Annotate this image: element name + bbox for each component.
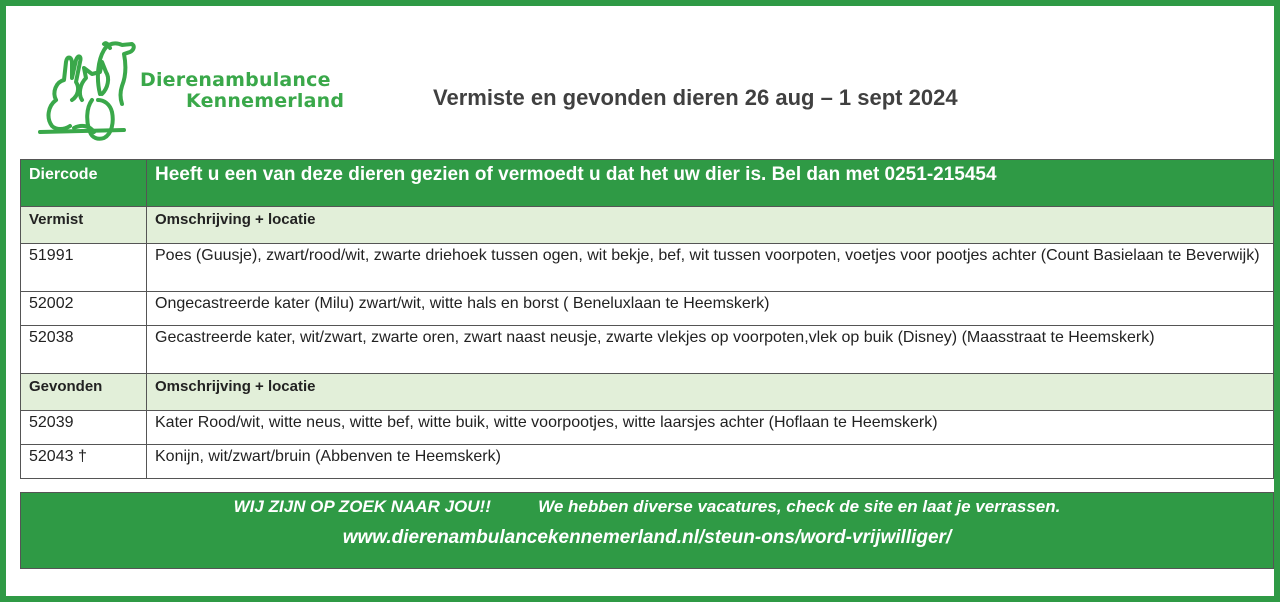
animal-code: 52043 † [21, 445, 147, 479]
table-row [21, 326, 1274, 374]
animal-code: 52039 [21, 411, 147, 445]
animal-code: 52038 [21, 326, 147, 374]
animals-logo-icon [34, 38, 144, 150]
brand-name-line2: Kennemerland [186, 90, 345, 112]
section-row-gevonden [21, 374, 1274, 411]
section-label: Vermist [21, 207, 147, 244]
section-row-vermist [21, 207, 1274, 244]
volunteer-link[interactable]: www.dierenambulancekennemerland.nl/steun-ons/word-vrijwilliger/ [342, 527, 952, 548]
header-text: Heeft u een van deze dieren gezien of vermoedt u dat het uw dier is. Bel dan met 0251-215454 [147, 160, 1274, 207]
brand-name [140, 70, 344, 112]
brand-name-line1: Dierenambulance [140, 69, 331, 91]
recruitment-callout: WIJ ZIJN OP ZOEK NAAR JOU!! [233, 497, 491, 516]
animal-description: Konijn, wit/zwart/bruin (Abbenven te Heemskerk) [147, 445, 1274, 479]
vacancies-text: We hebben diverse vacatures, check de site en laat je verrassen. [538, 497, 1061, 516]
animal-description: Gecastreerde kater, wit/zwart, zwarte oren, zwart naast neusje, zwarte vlekjes op voorpoten,vlek op buik (Disney) (Maasstraat te Heemskerk) [147, 326, 1274, 374]
animal-code: 51991 [21, 244, 147, 292]
animal-code: 52002 [21, 292, 147, 326]
section-label: Gevonden [21, 374, 147, 411]
animal-description: Ongecastreerde kater (Milu) zwart/wit, witte hals en borst ( Beneluxlaan te Heemskerk) [147, 292, 1274, 326]
section-column-label: Omschrijving + locatie [147, 207, 1274, 244]
recruitment-line [21, 497, 1273, 517]
table-header-row [21, 160, 1274, 207]
section-column-label: Omschrijving + locatie [147, 374, 1274, 411]
table-row [21, 244, 1274, 292]
table-row [21, 292, 1274, 326]
recruitment-banner [20, 492, 1274, 569]
animal-description: Kater Rood/wit, witte neus, witte bef, witte buik, witte voorpootjes, witte laarsjes achter (Hoflaan te Heemskerk) [147, 411, 1274, 445]
table-row [21, 445, 1274, 479]
table-row [21, 411, 1274, 445]
page-title: Vermiste en gevonden dieren 26 aug – 1 sept 2024 [433, 85, 958, 110]
header-code: Diercode [21, 160, 147, 207]
brand-logo [34, 38, 364, 150]
animal-description: Poes (Guusje), zwart/rood/wit, zwarte driehoek tussen ogen, wit bekje, bef, wit tussen voorpoten, voetjes voor pootjes achter (Count Basielaan te Beverwijk) [147, 244, 1274, 292]
animals-table [20, 159, 1274, 479]
